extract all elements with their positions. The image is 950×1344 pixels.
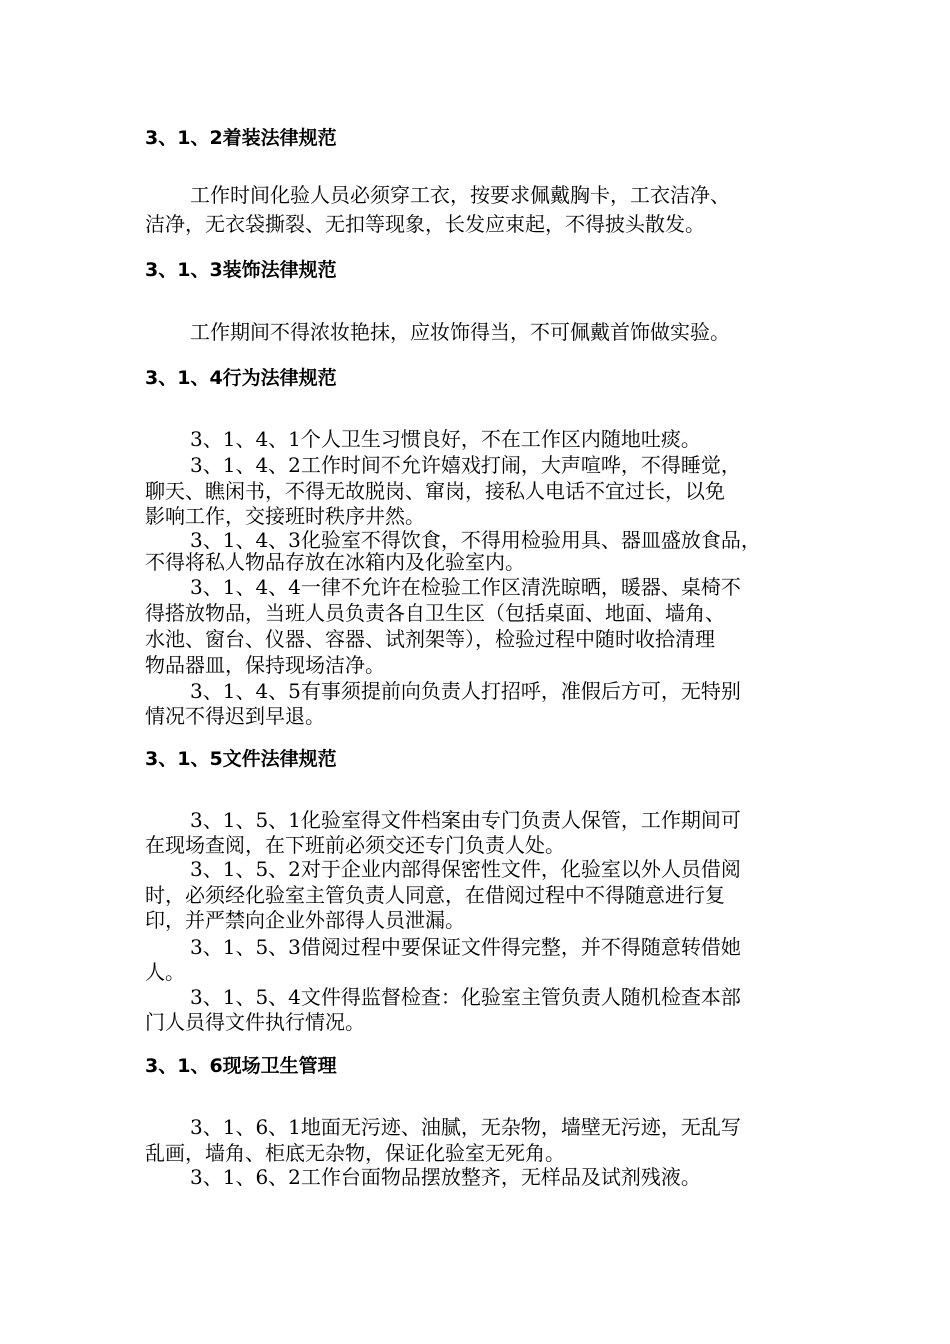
paragraph-line: 水池、窗台、仪器、容器、试剂架等），检验过程中随时收拾清理 bbox=[145, 627, 715, 651]
paragraph-line: 3、1、4、4一律不允许在检验工作区清洗晾晒，暖器、桌椅不 bbox=[190, 575, 741, 599]
paragraph-line: 3、1、6、1地面无污迹、油腻，无杂物，墙壁无污迹，无乱写 bbox=[190, 1115, 741, 1139]
paragraph-line: 3、1、5、1化验室得文件档案由专门负责人保管，工作期间可 bbox=[190, 808, 741, 832]
paragraph-line: 时，必须经化验室主管负责人同意，在借阅过程中不得随意进行复 bbox=[145, 883, 725, 907]
paragraph-line: 3、1、4、1个人卫生习惯良好，不在工作区内随地吐痰。 bbox=[190, 427, 701, 451]
paragraph-line: 聊天、瞧闲书，不得无故脱岗、窜岗，接私人电话不宜过长，以免 bbox=[145, 479, 725, 503]
paragraph-line: 3、1、4、5有事须提前向负责人打招呼，准假后方可，无特别 bbox=[190, 679, 741, 703]
paragraph-line: 洁净，无衣袋撕裂、无扣等现象，长发应束起，不得披头散发。 bbox=[145, 212, 705, 236]
paragraph-line: 印，并严禁向企业外部得人员泄漏。 bbox=[145, 908, 465, 932]
paragraph-line: 工作时间化验人员必须穿工衣，按要求佩戴胸卡，工衣洁净、 bbox=[190, 183, 730, 207]
paragraph-line: 人。 bbox=[145, 960, 185, 984]
paragraph-line: 得搭放物品，当班人员负责各自卫生区（包括桌面、地面、墙角、 bbox=[145, 601, 725, 625]
paragraph-line: 物品器皿，保持现场洁净。 bbox=[145, 653, 385, 677]
paragraph-line: 影响工作，交接班时秩序井然。 bbox=[145, 504, 425, 528]
paragraph-line: 门人员得文件执行情况。 bbox=[145, 1010, 365, 1034]
section-heading-315: 3、1、5文件法律规范 bbox=[145, 748, 337, 770]
section-heading-313: 3、1、3装饰法律规范 bbox=[145, 259, 337, 281]
paragraph-line: 3、1、5、3借阅过程中要保证文件得完整，并不得随意转借她 bbox=[190, 935, 741, 959]
paragraph-line: 情况不得迟到早退。 bbox=[145, 704, 325, 728]
paragraph-line: 乱画，墙角、柜底无杂物，保证化验室无死角。 bbox=[145, 1141, 565, 1165]
paragraph-line: 3、1、6、2工作台面物品摆放整齐，无样品及试剂残液。 bbox=[190, 1165, 701, 1189]
paragraph-line: 不得将私人物品存放在冰箱内及化验室内。 bbox=[145, 550, 525, 574]
section-heading-312: 3、1、2着装法律规范 bbox=[145, 127, 337, 149]
paragraph-line: 3、1、5、4文件得监督检查：化验室主管负责人随机检查本部 bbox=[190, 985, 741, 1009]
section-heading-314: 3、1、4行为法律规范 bbox=[145, 367, 337, 389]
paragraph-line: 3、1、5、2对于企业内部得保密性文件，化验室以外人员借阅 bbox=[190, 857, 741, 881]
paragraph-line: 3、1、4、2工作时间不允许嬉戏打闹，大声喧哗，不得睡觉， bbox=[190, 453, 741, 477]
paragraph-line: 3、1、4、3化验室不得饮食，不得用检验用具、器皿盛放食品， bbox=[190, 528, 761, 552]
paragraph-line: 在现场查阅，在下班前必须交还专门负责人处。 bbox=[145, 833, 565, 857]
section-heading-316: 3、1、6现场卫生管理 bbox=[145, 1055, 337, 1077]
paragraph-line: 工作期间不得浓妆艳抹，应妆饰得当，不可佩戴首饰做实验。 bbox=[190, 320, 730, 344]
